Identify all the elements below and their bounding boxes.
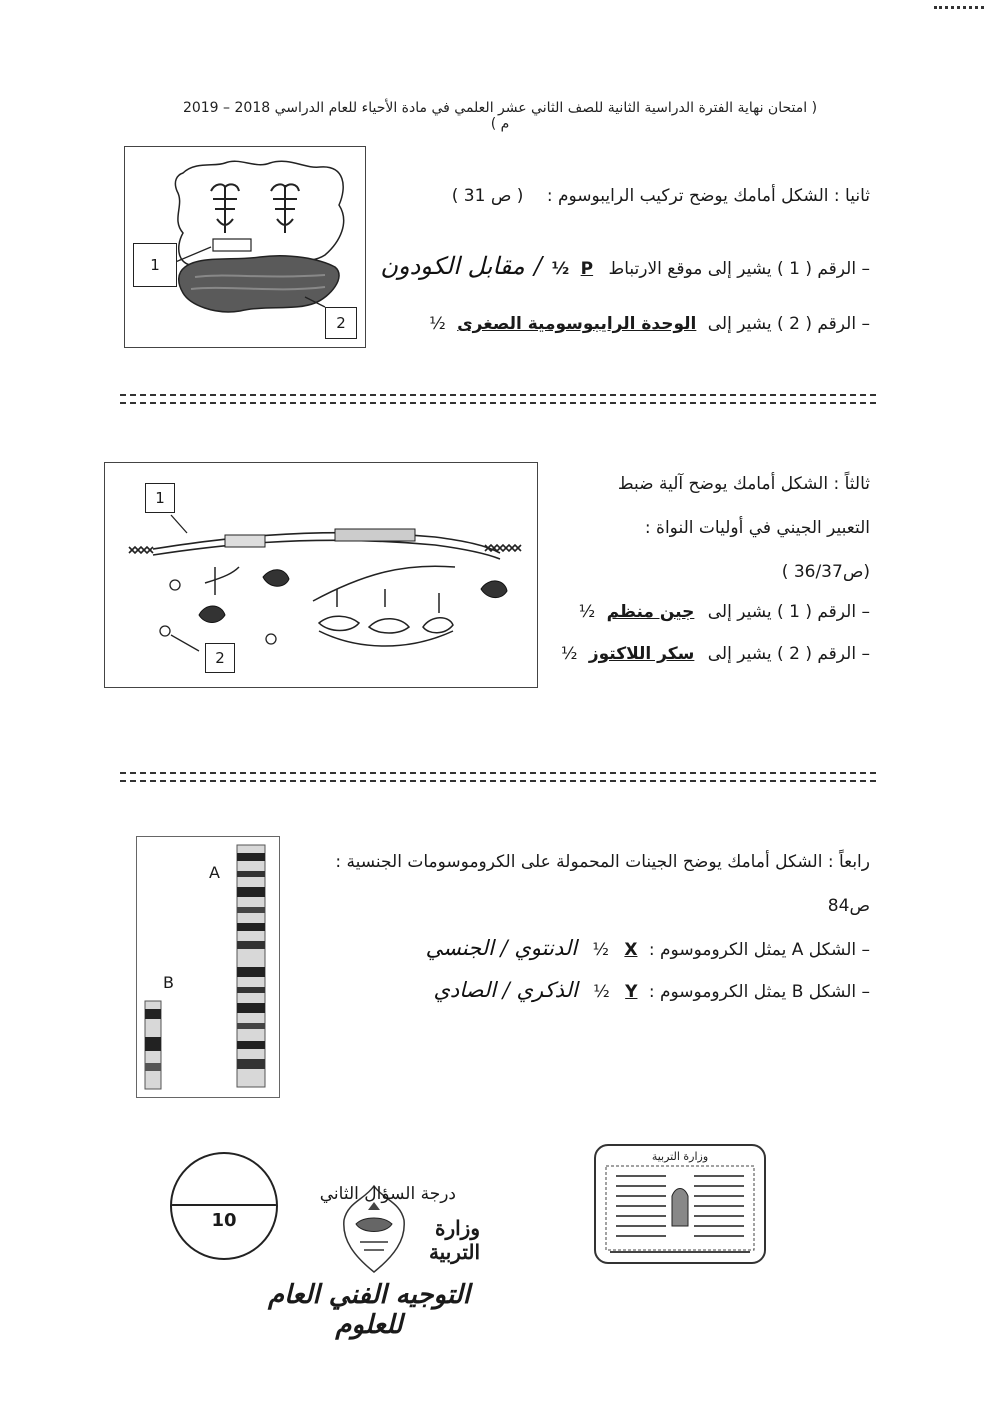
- q4-item1-score: ½: [592, 940, 609, 960]
- stamp-pattern: [596, 1146, 764, 1262]
- q4-page-ref: ص84: [827, 896, 870, 916]
- q3-item1-answer: جين منظم: [606, 602, 695, 622]
- ribosome-label-2: 2: [325, 307, 357, 339]
- q2-heading-row: [430, 186, 870, 206]
- q4-item1-answer: X: [624, 940, 638, 960]
- chromosome-label-a: A: [209, 863, 220, 882]
- q2-item2-answer: الوحدة الرايبوسومية الصغرى: [457, 314, 697, 334]
- grade-label: درجة السؤال الثاني: [319, 1184, 456, 1204]
- q3-item2-row: [470, 644, 870, 664]
- q2-item2-score: ½: [429, 314, 446, 334]
- q3-page-ref: (ص36/37 ): [781, 562, 870, 582]
- repressor-proteins: [199, 570, 507, 623]
- grade-value: 10: [211, 1210, 237, 1231]
- q4-item1-text: – الشكل A يمثل الكروموسوم :: [648, 940, 870, 960]
- q4-heading: رابعاً : الشكل أمامك يوضح الجينات المحمولة على الكروموسومات الجنسية :: [335, 852, 870, 872]
- q3-item2-text: – الرقم ( 2 ) يشير إلى: [707, 644, 870, 664]
- q4-item2-answer: Y: [625, 982, 638, 1002]
- q2-item1-score: ½: [551, 259, 570, 279]
- chromosome-figure: [136, 836, 280, 1098]
- q3-item1-text: – الرقم ( 1 ) يشير إلى: [707, 602, 870, 622]
- ministry-name: وزارة التربية: [428, 1216, 480, 1264]
- corner-mark: [934, 6, 984, 13]
- stamp-title: وزارة التربية: [651, 1150, 709, 1163]
- small-subunit: [179, 256, 339, 312]
- x-chromosome: [237, 845, 265, 1087]
- chromosome-label-b: B: [163, 973, 174, 992]
- official-stamp: [594, 1144, 766, 1264]
- q4-item1-handwritten: الدنتوي / الجنسي: [425, 936, 578, 960]
- y-chromosome: [145, 1001, 161, 1089]
- q3-item2-score: ½: [560, 644, 578, 664]
- dna-strand: [129, 533, 521, 559]
- q2-item1-row: [370, 252, 870, 280]
- grade-circle: [170, 1152, 278, 1260]
- operon-label-2: 2: [205, 643, 235, 673]
- q3-heading-line2: التعبير الجيني في أوليات النواة :: [644, 518, 870, 538]
- q4-item2-score: ½: [593, 982, 610, 1002]
- q2-item1-handwritten: مقابل الكودون: [380, 252, 525, 280]
- q4-item2-row: [350, 978, 870, 1002]
- exam-header: ( امتحان نهاية الفترة الدراسية الثانية للصف الثاني عشر العلمي في مادة الأحياء للعام الدراسي 2018 – 2019 م ): [182, 100, 818, 132]
- q2-item1-text: – الرقم ( 1 ) يشير إلى موقع الارتباط: [608, 259, 870, 279]
- operon-label-1: 1: [145, 483, 175, 513]
- q3-item2-answer: سكر اللاكتوز: [588, 644, 695, 664]
- q2-page-ref: ( ص 31 ): [451, 186, 524, 206]
- binding-site: [213, 239, 251, 251]
- section-divider-2: [120, 772, 876, 782]
- section-divider-1: [120, 394, 876, 404]
- q2-item1-mark: P: [580, 259, 594, 279]
- q3-heading: ثالثاً : الشكل أمامك يوضح آلية ضبط: [617, 474, 870, 494]
- chromosome-diagram: [137, 837, 279, 1097]
- q2-heading: ثانيا : الشكل أمامك يوضح تركيب الرايبوسوم :: [546, 186, 870, 206]
- ribosome-label-1: 1: [133, 243, 177, 287]
- q3-item1-score: ½: [578, 602, 596, 622]
- q4-item2-handwritten: الذكري / الصادي: [433, 978, 578, 1002]
- slash-mark: /: [534, 252, 543, 280]
- ribosome-figure: [124, 146, 366, 348]
- q4-item1-row: [350, 936, 870, 960]
- q4-item2-text: – الشكل B يمثل الكروموسوم :: [648, 982, 870, 1002]
- q2-item2-row: [370, 314, 870, 334]
- q3-item1-row: [470, 602, 870, 622]
- department-name: التوجيه الفني العام للعلوم: [268, 1280, 470, 1340]
- q2-item2-text: – الرقم ( 2 ) يشير إلى: [707, 314, 870, 334]
